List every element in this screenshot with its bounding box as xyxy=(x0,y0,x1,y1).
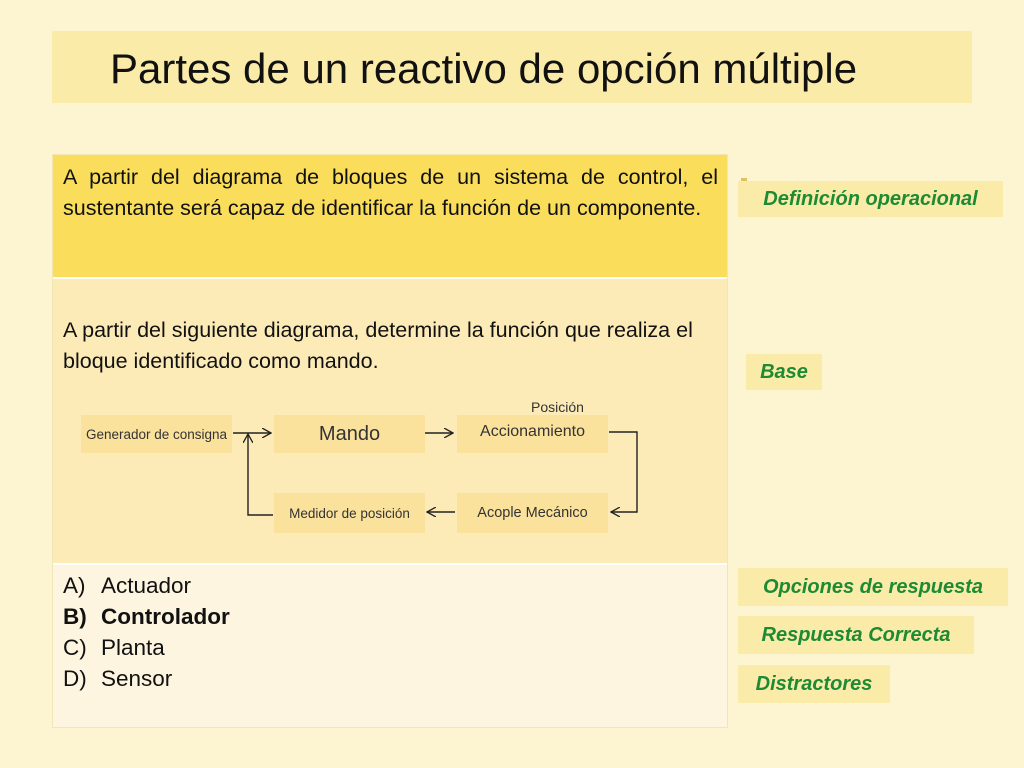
block-generador: Generador de consigna xyxy=(81,415,232,453)
block-accionamiento: Accionamiento xyxy=(457,415,608,453)
base-row xyxy=(53,279,727,565)
block-mando: Mando xyxy=(274,415,425,453)
title-bar xyxy=(52,31,972,103)
option-d-letter: D) xyxy=(63,666,87,691)
base-text: A partir del siguiente diagrama, determine la función que realiza el bloque identificado como mando. xyxy=(63,318,693,373)
option-c xyxy=(63,635,165,661)
label-opciones: Opciones de respuesta xyxy=(738,568,1008,606)
posicion-label: Posición xyxy=(531,399,584,415)
definition-row xyxy=(53,155,727,279)
label-distractores: Distractores xyxy=(738,665,890,703)
reactivo-table xyxy=(52,154,728,728)
label-definicion: Definición operacional xyxy=(738,181,1003,217)
option-a xyxy=(63,573,191,599)
option-c-letter: C) xyxy=(63,635,87,660)
option-d-text: Sensor xyxy=(101,666,173,691)
option-c-text: Planta xyxy=(101,635,165,660)
label-correcta: Respuesta Correcta xyxy=(738,616,974,654)
definition-text: A partir del diagrama de bloques de un sistema de control, el sustentante será capaz de identificar la función de un componente. xyxy=(63,165,718,220)
page-title: Partes de un reactivo de opción múltiple xyxy=(110,45,858,92)
block-medidor: Medidor de posición xyxy=(274,493,425,533)
option-b-letter: B) xyxy=(63,604,87,629)
option-a-letter: A) xyxy=(63,573,86,598)
option-a-text: Actuador xyxy=(101,573,192,598)
arrow-medidor-feedback xyxy=(248,434,273,515)
options-row xyxy=(53,565,727,727)
block-acople: Acople Mecánico xyxy=(457,493,608,533)
arrow-accionamiento-acople xyxy=(609,432,637,512)
option-b xyxy=(63,604,230,630)
option-d xyxy=(63,666,172,692)
option-b-text: Controlador xyxy=(101,604,230,629)
label-base: Base xyxy=(746,354,822,390)
